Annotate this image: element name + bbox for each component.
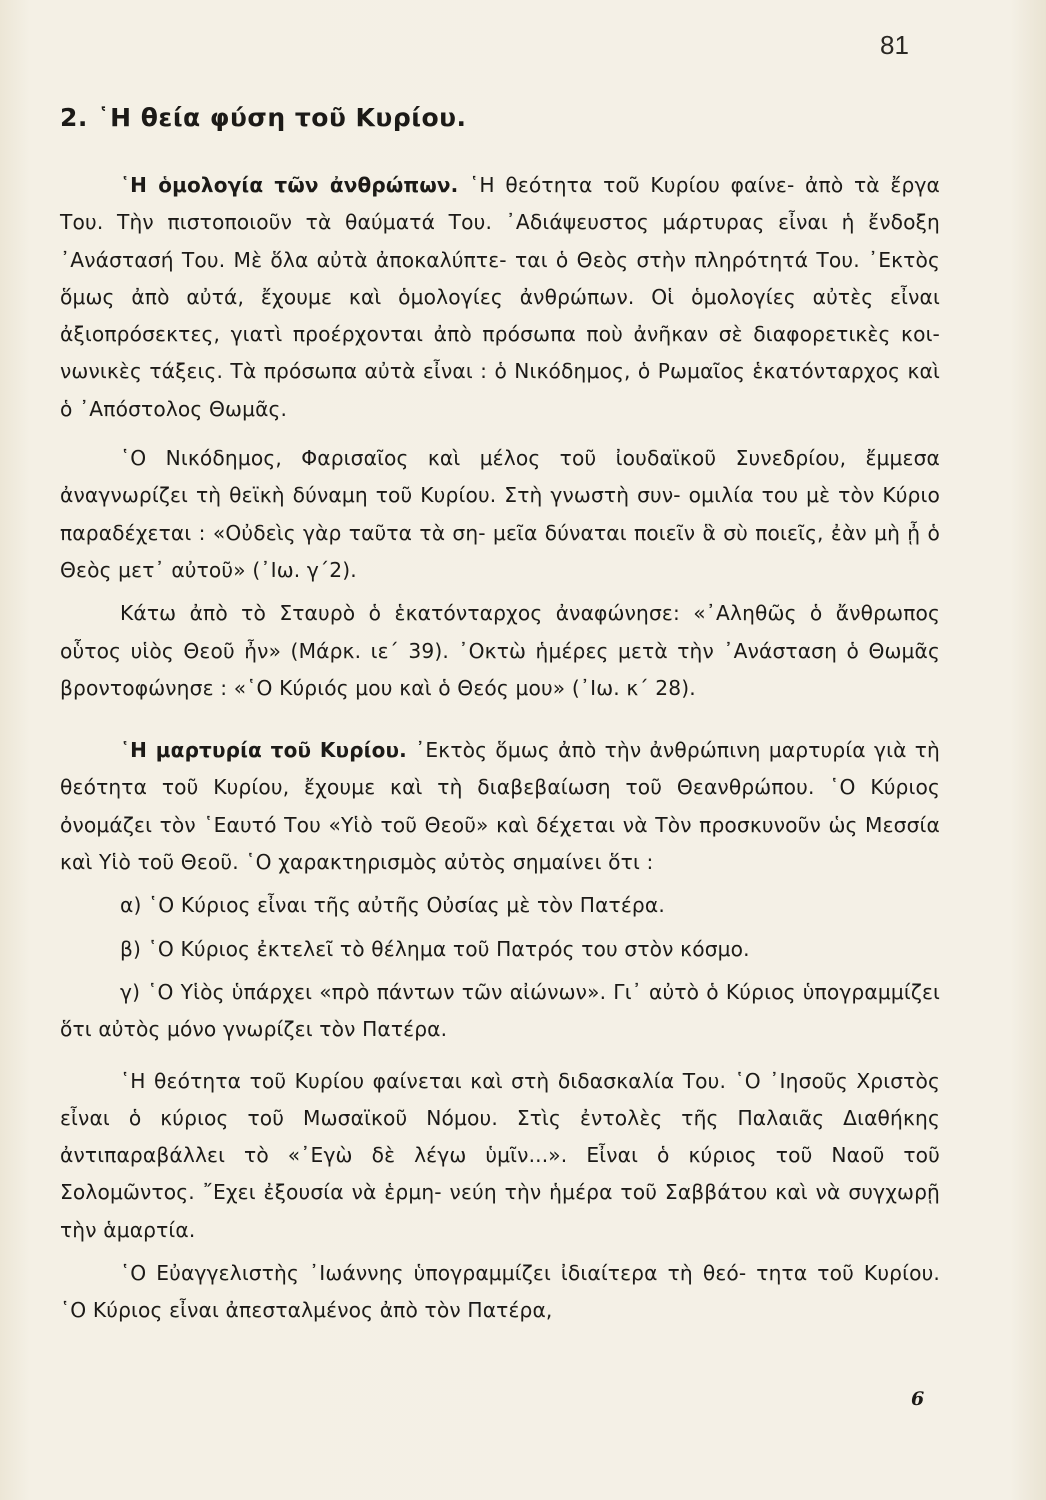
page-number: 81: [880, 30, 909, 60]
body-text: [60, 167, 940, 1330]
section-title: 2. ῾Η θεία φύση τοῦ Κυρίου.: [60, 103, 467, 132]
paragraph-lord-testimony: [60, 732, 940, 881]
list-item-c: γ) ῾Ο Υἱὸς ὑπάρχει «πρὸ πάντων τῶν αἰώνων». Γι᾿ αὐτὸ ὁ Κύριος ὑπογραμμίζει ὅτι αὐτὸς μόνο γνωρίζει τὸν Πατέρα.: [60, 979, 940, 1042]
paragraph-heading: ῾Η μαρτυρία τοῦ Κυρίου.: [120, 738, 407, 763]
paragraph-nicodemus: ῾Ο Νικόδημος, Φαρισαῖος καὶ μέλος τοῦ ἰουδαϊκοῦ Συνεδρίου, ἔμμεσα ἀναγνωρίζει τὴ θεϊκὴ δύναμη τοῦ Κυρίου. Στὴ γνωστὴ συν- ομιλία του μὲ τὸν Κύριο παραδέχεται : «Οὐδεὶς γὰρ ταῦτα τὰ ση- μεῖα δύναται ποιεῖν ἃ σὺ ποιεῖς, ἐὰν μὴ ᾖ ὁ Θεὸς μετ᾿ αὐτοῦ» (᾿Ιω. γ΄2).: [60, 446, 940, 582]
paragraph-text: ῾Η θεότητα τοῦ Κυρίου φαίνε- ἀπὸ τὰ ἔργα Του. Τὴν πιστοποιοῦν τὰ θαύματά Του. ᾿Αδιάψευστος μάρτυρας εἶναι ἡ ἔνδοξη ᾿Ανάστασή Του. Μὲ ὅλα αὐτὰ ἀποκαλύπτε- ται ὁ Θεὸς στὴν πληρότητά Του. ᾿Εκτὸς ὅμως ἀπὸ αὐτά, ἔχουμε καὶ ὁμολογίες ἀνθρώπων. Οἱ ὁμολογίες αὐτὲς εἶναι ἀξιοπρόσεκτες, γιατὶ προέρχονται ἀπὸ πρόσωπα ποὺ ἀνῆκαν σὲ διαφορετικὲς κοι- νωνικὲς τάξεις. Τὰ πρόσωπα αὐτὰ εἶναι : ὁ Νικόδημος, ὁ Ρωμαῖος ἑκατόνταρχος καὶ ὁ ᾿Απόστολος Θωμᾶς.: [60, 173, 941, 421]
printer-signature: 6: [911, 1388, 925, 1410]
paragraph-john: ῾Ο Εὐαγγελιστὴς ᾿Ιωάννης ὑπογραμμίζει ἰδιαίτερα τὴ θεό- τητα τοῦ Κυρίου. ῾Ο Κύριος εἶναι ἀπεσταλμένος ἀπὸ τὸν Πατέρα,: [60, 1261, 940, 1323]
paragraph-text: ᾿Εκτὸς ὅμως ἀπὸ τὴν ἀνθρώπινη μαρτυρία γιὰ τὴ θεότητα τοῦ Κυρίου, ἔχουμε καὶ τὴ διαβεβαίωση τοῦ Θεανθρώπου. ῾Ο Κύριος ὀνομάζει τὸν ῾Εαυτό Του «Υἱὸ τοῦ Θεοῦ» καὶ δέχεται νὰ Τὸν προσκυνοῦν ὡς Μεσσία καὶ Υἱὸ τοῦ Θεοῦ. ῾Ο χαρακτηρισμὸς αὐτὸς σημαίνει ὅτι :: [60, 738, 941, 875]
list-item-a: α) ῾Ο Κύριος εἶναι τῆς αὐτῆς Οὐσίας μὲ τὸν Πατέρα.: [120, 893, 665, 918]
paragraph-centurion-thomas: Κάτω ἀπὸ τὸ Σταυρὸ ὁ ἑκατόνταρχος ἀναφώνησε: «᾿Αληθῶς ὁ ἄνθρωπος οὗτος υἱὸς Θεοῦ ἦν» (Μάρκ. ιε΄ 39). ᾿Οκτὼ ἡμέρες μετὰ τὴν ᾿Ανάσταση ὁ Θωμᾶς βροντοφώνησε : «῾Ο Κύριός μου καὶ ὁ Θεός μου» (᾿Ιω. κ΄ 28).: [60, 601, 940, 700]
paragraph-teaching: ῾Η θεότητα τοῦ Κυρίου φαίνεται καὶ στὴ διδασκαλία Του. ῾Ο ᾿Ιησοῦς Χριστὸς εἶναι ὁ κύριος τοῦ Μωσαϊκοῦ Νόμου. Στὶς ἐντολὲς τῆς Παλαιᾶς Διαθήκης ἀντιπαραβάλλει τὸ «᾿Εγὼ δὲ λέγω ὑμῖν...». Εἶναι ὁ κύριος τοῦ Ναοῦ τοῦ Σολομῶντος. ῎Εχει ἐξουσία νὰ ἑρμη- νεύη τὴν ἡμέρα τοῦ Σαββάτου καὶ νὰ συγχωρῇ τὴν ἁμαρτία.: [60, 1068, 940, 1242]
list-item-b: β) ῾Ο Κύριος ἐκτελεῖ τὸ θέλημα τοῦ Πατρός του στὸν κόσμο.: [120, 936, 750, 961]
paragraph-human-testimony: [60, 167, 940, 428]
paragraph-heading: ῾Η ὁμολογία τῶν ἀνθρώπων.: [120, 173, 459, 197]
